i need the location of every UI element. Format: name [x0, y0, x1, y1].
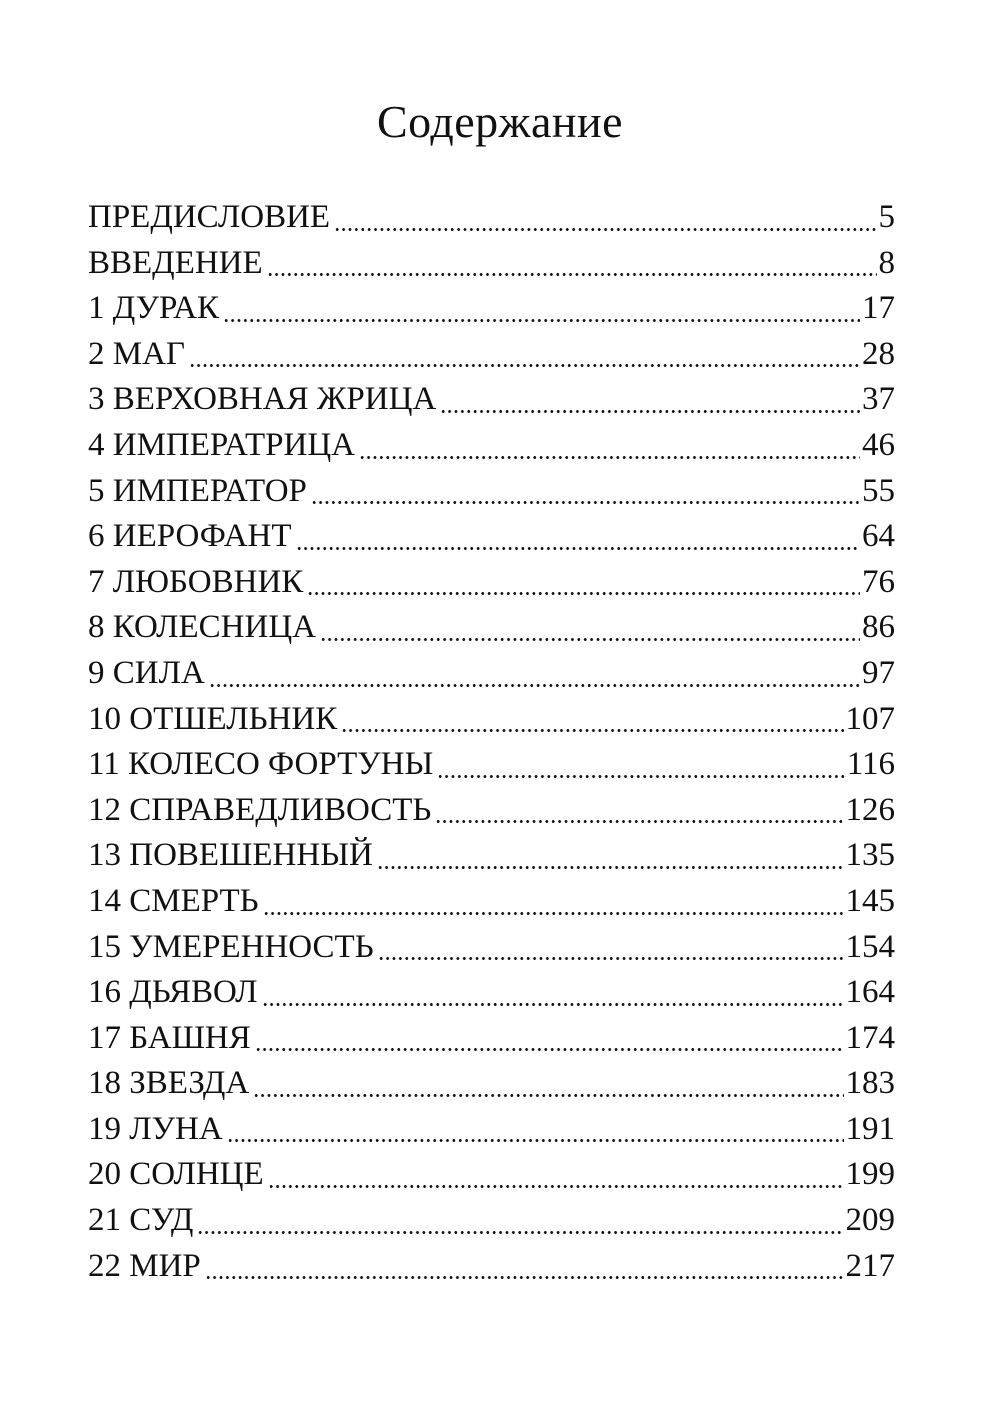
toc-entry-page: 17	[862, 290, 895, 327]
toc-entry	[88, 423, 895, 469]
toc-dot-leader	[189, 364, 860, 367]
toc-dot-leader	[437, 775, 844, 778]
toc-entry	[88, 925, 895, 971]
toc-entry-page: 164	[845, 974, 895, 1011]
toc-entry	[88, 514, 895, 560]
toc-entry-label: 6 ИЕРОФАНТ	[88, 518, 292, 555]
toc-entry-page: 217	[845, 1247, 895, 1284]
toc-entry-label: 21 СУД	[88, 1202, 194, 1239]
toc-entry-page: 126	[845, 791, 895, 828]
toc-entry-label: 7 ЛЮБОВНИК	[88, 563, 304, 600]
toc-entry	[88, 742, 895, 788]
toc-entry-label: ПРЕДИСЛОВИЕ	[88, 199, 331, 235]
toc-dot-leader	[197, 1231, 843, 1234]
toc-dot-leader	[267, 273, 877, 276]
toc-dot-leader	[334, 228, 876, 231]
toc-entry-label: 16 ДЬЯВОЛ	[88, 974, 258, 1011]
toc-entry-page: 55	[862, 472, 895, 509]
toc-entry-page: 86	[862, 609, 895, 646]
toc-entry	[88, 833, 895, 879]
toc-entry	[88, 1061, 895, 1107]
toc-entry	[88, 332, 895, 378]
toc-entry	[88, 469, 895, 515]
toc-entry-page: 199	[845, 1156, 895, 1193]
toc-dot-leader	[311, 501, 860, 504]
toc-entry-page: 135	[845, 837, 895, 874]
toc-entry-page: 174	[845, 1019, 895, 1056]
toc-dot-leader	[440, 410, 860, 413]
toc-dot-leader	[262, 1003, 844, 1006]
toc-entry	[88, 788, 895, 834]
toc-entry-label: ВВЕДЕНИЕ	[88, 244, 263, 281]
toc-entry	[88, 1016, 895, 1062]
toc-dot-leader	[435, 820, 843, 823]
toc-entry	[88, 1107, 895, 1153]
toc-entry-label: 18 ЗВЕЗДА	[88, 1065, 250, 1102]
toc-dot-leader	[205, 1276, 844, 1279]
toc-dot-leader	[359, 456, 860, 459]
toc-entry-page: 183	[845, 1065, 895, 1102]
toc-entry-page: 97	[862, 654, 895, 691]
toc-entry-label: 10 ОТШЕЛЬНИК	[88, 700, 338, 737]
toc-dot-leader	[307, 592, 860, 595]
toc-entry-page: 28	[862, 335, 895, 372]
toc-entry-page: 154	[845, 928, 895, 965]
toc-entry-label: 9 СИЛА	[88, 654, 205, 691]
toc-entry	[88, 286, 895, 332]
toc-entry-label: 8 КОЛЕСНИЦА	[88, 609, 317, 646]
toc-entry-page: 8	[878, 244, 895, 281]
toc-dot-leader	[263, 912, 844, 915]
toc-entry-page: 46	[862, 426, 895, 463]
toc-entry	[88, 651, 895, 697]
toc-entry-page: 116	[846, 746, 895, 783]
toc-dot-leader	[209, 684, 860, 687]
toc-entry-label: 15 УМЕРЕННОСТЬ	[88, 928, 374, 965]
toc-entry-label: 11 КОЛЕСО ФОРТУНЫ	[88, 746, 434, 783]
toc-dot-leader	[253, 1094, 843, 1097]
toc-dot-leader	[377, 866, 844, 869]
toc-dot-leader	[320, 638, 860, 641]
toc-entry	[88, 879, 895, 925]
toc-entry-label: 5 ИМПЕРАТОР	[88, 472, 307, 509]
toc-dot-leader	[223, 319, 860, 322]
toc-dot-leader	[378, 957, 844, 960]
toc-entry	[88, 697, 895, 743]
toc-entry-label: 22 МИР	[88, 1247, 201, 1284]
toc-entry-page: 107	[845, 700, 895, 737]
toc-entry	[88, 970, 895, 1016]
toc-entry-label: 3 ВЕРХОВНАЯ ЖРИЦА	[88, 381, 437, 418]
toc-dot-leader	[268, 1185, 844, 1188]
toc-entry-label: 12 СПРАВЕДЛИВОСТЬ	[88, 791, 432, 828]
toc-entry-label: 1 ДУРАК	[88, 290, 220, 327]
toc-entry	[88, 560, 895, 606]
toc-entry-label: 13 ПОВЕШЕННЫЙ	[88, 837, 373, 874]
toc-entry-page: 191	[845, 1110, 895, 1147]
toc-entry-page: 76	[862, 563, 895, 600]
toc-entry-page: 209	[845, 1202, 895, 1239]
toc-entry-page: 5	[878, 199, 895, 235]
toc-entry-label: 4 ИМПЕРАТРИЦА	[88, 426, 355, 463]
toc-entry	[88, 605, 895, 651]
toc-entry-label: 19 ЛУНА	[88, 1110, 223, 1147]
toc-entry-page: 64	[862, 518, 895, 555]
toc-entry-label: 14 СМЕРТЬ	[88, 882, 259, 919]
toc-entry	[88, 1152, 895, 1198]
toc-entry-label: 17 БАШНЯ	[88, 1019, 251, 1056]
table-of-contents	[88, 195, 895, 1289]
toc-entry	[88, 1198, 895, 1244]
toc-entry	[88, 241, 895, 287]
toc-entry	[88, 195, 895, 241]
toc-entry	[88, 1244, 895, 1290]
page-title: Содержание	[376, 96, 624, 147]
toc-dot-leader	[296, 547, 860, 550]
toc-entry-label: 2 МАГ	[88, 335, 186, 372]
toc-entry-label: 20 СОЛНЦЕ	[88, 1156, 264, 1193]
toc-entry-page: 145	[845, 882, 895, 919]
toc-entry	[88, 377, 895, 423]
toc-dot-leader	[227, 1139, 844, 1142]
toc-dot-leader	[255, 1048, 844, 1051]
toc-dot-leader	[341, 729, 843, 732]
toc-entry-page: 37	[862, 381, 895, 418]
